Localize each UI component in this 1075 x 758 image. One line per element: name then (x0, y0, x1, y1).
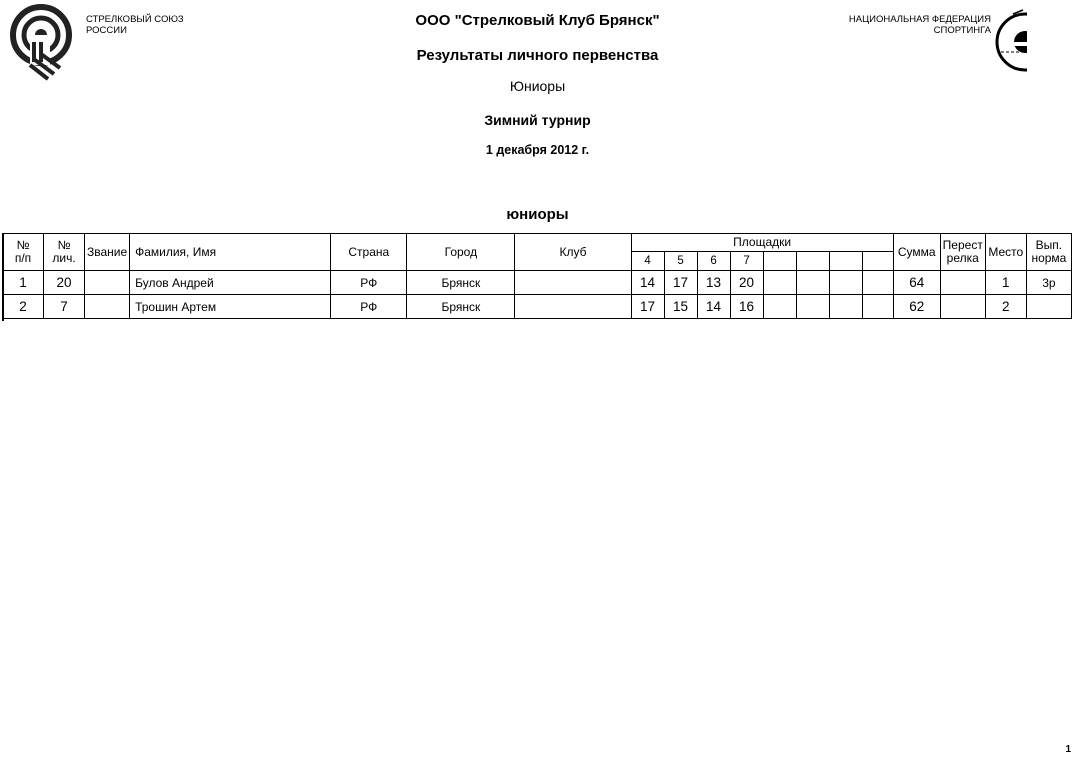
header-name: Фамилия, Имя (130, 234, 331, 271)
score-cell: 14 (697, 295, 730, 319)
name-cell: Трошин Артем (130, 295, 331, 319)
station-header: 6 (697, 252, 730, 271)
rank-cell (85, 295, 130, 319)
left-org-line-1: СТРЕЛКОВЫЙ СОЮЗ (86, 14, 184, 25)
right-org-line-1: НАЦИОНАЛЬНАЯ ФЕДЕРАЦИЯ (848, 14, 991, 25)
score-cell: 14 (631, 271, 664, 295)
station-header (829, 252, 862, 271)
city-cell: Брянск (407, 271, 515, 295)
header-shootoff-line-1: Перест (942, 238, 983, 252)
score-cell (829, 295, 862, 319)
right-org-line-2: СПОРТИНГА (933, 25, 991, 36)
club-name: ООО "Стрелковый Клуб Брянск" (415, 12, 660, 29)
header-bib-line-2: лич. (52, 251, 76, 265)
score-cell: 16 (730, 295, 763, 319)
section-title: юниоры (506, 206, 569, 223)
norm-cell: 3р (1026, 271, 1071, 295)
event-name: Зимний турнир (484, 112, 591, 128)
score-cell (862, 295, 893, 319)
header-total: Сумма (893, 234, 940, 271)
club-cell (515, 271, 631, 295)
score-cell (763, 295, 796, 319)
row-number-cell: 1 (3, 271, 44, 295)
name-cell: Булов Андрей (130, 271, 331, 295)
score-cell (796, 271, 829, 295)
total-cell: 64 (893, 271, 940, 295)
left-org-line-2: РОССИИ (86, 25, 127, 36)
score-cell (829, 271, 862, 295)
header-row-number-line-2: п/п (14, 251, 32, 265)
table-left-border (2, 233, 4, 321)
header-place: Место (985, 234, 1026, 271)
station-header (763, 252, 796, 271)
score-cell: 15 (664, 295, 697, 319)
shootoff-cell (940, 271, 985, 295)
station-header: 4 (631, 252, 664, 271)
header-city: Город (407, 234, 515, 271)
score-cell (763, 271, 796, 295)
club-cell (515, 295, 631, 319)
norm-cell (1026, 295, 1071, 319)
station-header: 5 (664, 252, 697, 271)
document-title: Результаты личного первенства (416, 47, 659, 64)
place-cell: 2 (985, 295, 1026, 319)
total-cell: 62 (893, 295, 940, 319)
header-club: Клуб (515, 234, 631, 271)
header-stations: Площадки (631, 234, 893, 252)
competition-group: Юниоры (509, 78, 566, 94)
header-rank: Звание (85, 234, 130, 271)
score-cell: 20 (730, 271, 763, 295)
header-norm-line-1: Вып. (1035, 238, 1063, 252)
header-norm-line-2: норма (1031, 251, 1067, 265)
country-cell: РФ (331, 271, 407, 295)
header-norm (1026, 234, 1071, 271)
table-row (3, 271, 1072, 295)
bib-cell: 20 (44, 271, 85, 295)
header-bib-number (44, 234, 85, 271)
score-cell: 17 (631, 295, 664, 319)
header-country: Страна (331, 234, 407, 271)
header-row-number-line-1: № (16, 238, 30, 252)
header-shootoff (940, 234, 985, 271)
header-bib-line-1: № (57, 238, 71, 252)
score-cell (796, 295, 829, 319)
header-row-number (3, 234, 44, 271)
results-table (2, 233, 1072, 319)
station-header (796, 252, 829, 271)
place-cell: 1 (985, 271, 1026, 295)
station-header (862, 252, 893, 271)
page-number: 1 (1065, 744, 1071, 755)
event-date: 1 декабря 2012 г. (485, 143, 590, 157)
table-row (3, 295, 1072, 319)
rank-cell (85, 271, 130, 295)
header-shootoff-line-2: релка (946, 251, 979, 265)
score-cell (862, 271, 893, 295)
bib-cell: 7 (44, 295, 85, 319)
city-cell: Брянск (407, 295, 515, 319)
score-cell: 17 (664, 271, 697, 295)
shootoff-cell (940, 295, 985, 319)
station-header: 7 (730, 252, 763, 271)
row-number-cell: 2 (3, 295, 44, 319)
country-cell: РФ (331, 295, 407, 319)
score-cell: 13 (697, 271, 730, 295)
